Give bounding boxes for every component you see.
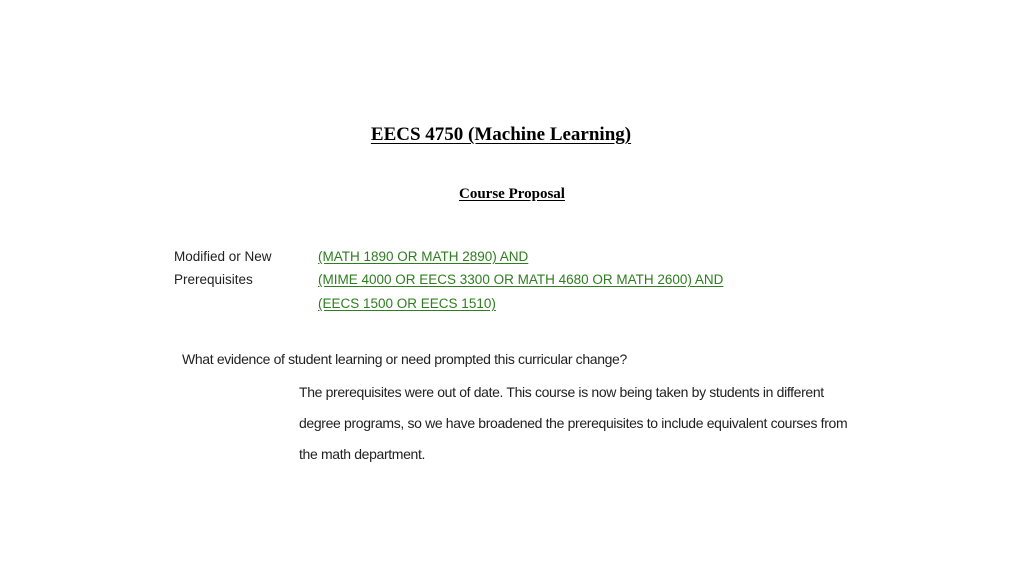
prerequisite-line-3: (EECS 1500 OR EECS 1510) (318, 296, 496, 311)
evidence-answer-line-2: degree programs, so we have broadened the prerequisites to include equivalent courses from (299, 415, 848, 431)
prerequisites-label-line-1: Modified or New (174, 249, 272, 264)
document-title: EECS 4750 (Machine Learning) (370, 124, 632, 145)
evidence-answer-line-3: the math department. (299, 446, 426, 462)
prerequisites-label-line-2: Prerequisites (174, 272, 253, 287)
prerequisite-line-1: (MATH 1890 OR MATH 2890) AND (318, 249, 529, 264)
evidence-answer-line-1: The prerequisites were out of date. This course is now being taken by students in different (299, 384, 824, 400)
prerequisite-line-2: (MIME 4000 OR EECS 3300 OR MATH 4680 OR MATH 2600) AND (318, 272, 724, 287)
document-subtitle: Course Proposal (459, 186, 565, 202)
evidence-question: What evidence of student learning or need prompted this curricular change? (182, 351, 627, 367)
